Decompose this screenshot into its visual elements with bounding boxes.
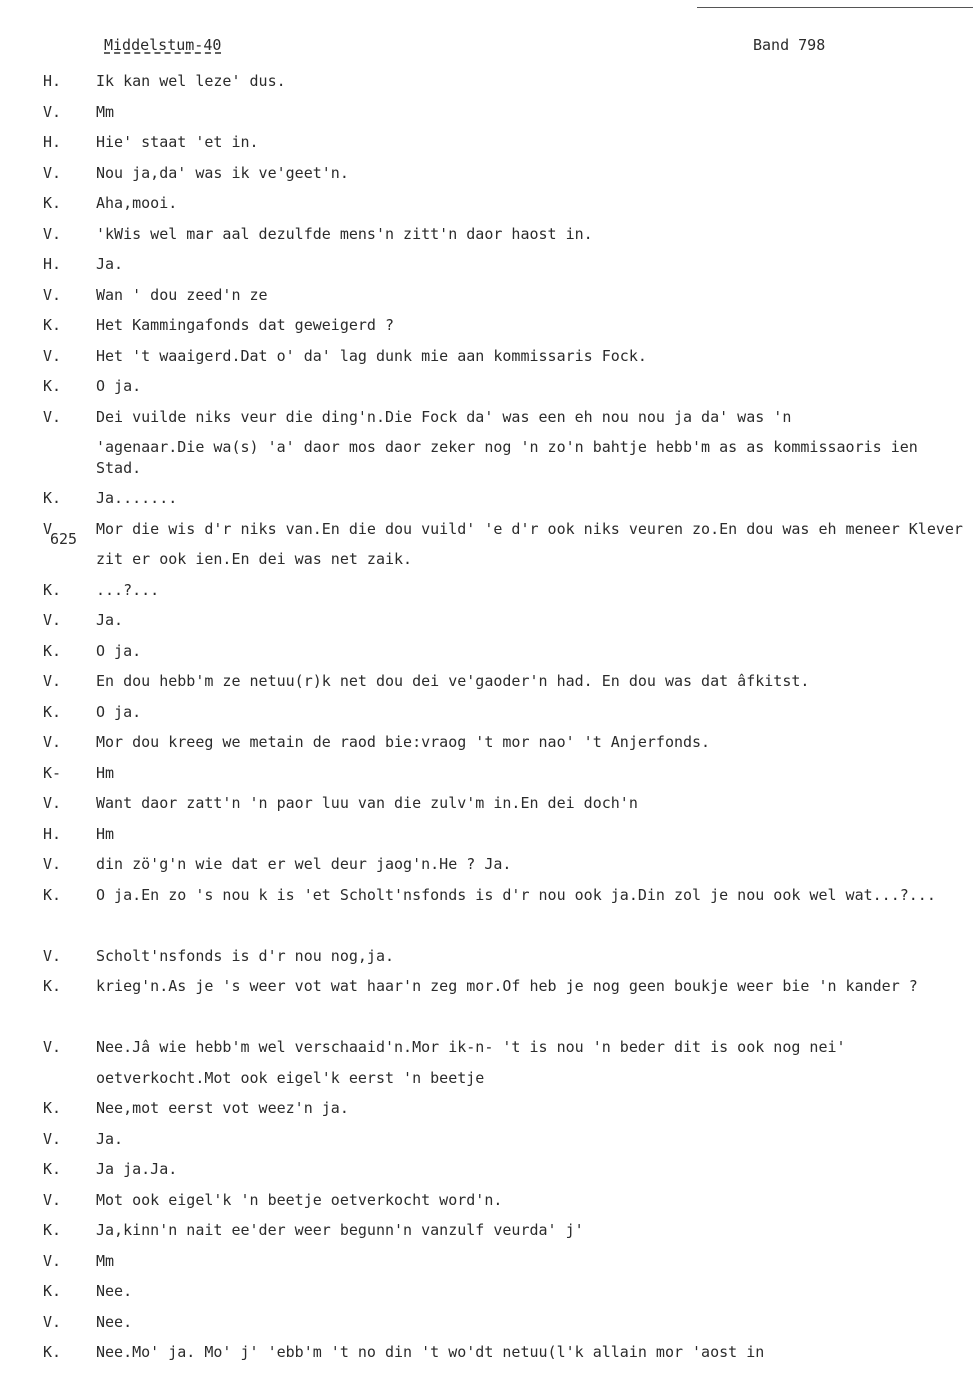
utterance-text: O ja.: [96, 702, 142, 721]
utterance-text: Mot ook eigel'k 'n beetje oetverkocht word'n.: [96, 1190, 503, 1209]
speaker-label: V.: [43, 733, 62, 751]
speaker-label: V.: [43, 611, 62, 629]
transcript-line: [0, 219, 973, 250]
speaker-label: K.: [43, 641, 62, 660]
utterance-text: ...?...: [96, 580, 160, 599]
utterance-text: Nee.: [96, 1282, 133, 1300]
utterance-text: En dou hebb'm ze netuu(r)k net dou dei ve'gaoder'n had. En dou was dat âfkitst.: [96, 672, 810, 690]
utterance-text: O ja.En zo 's nou k is 'et Scholt'nsfonds is d'r nou ook ja.Din zol je nou ook wel wat...?...: [96, 885, 936, 904]
utterance-text: Nee.Mo' ja. Mo' j' 'ebb'm 't no din 't wo'dt netuu(l'k allain mor 'aost in: [96, 1343, 765, 1361]
speaker-label: V.: [43, 794, 62, 812]
margin-counter: 625: [50, 529, 78, 548]
speaker-label: V.: [43, 102, 62, 121]
speaker-label: K.: [43, 1343, 62, 1361]
speaker-label: V.: [43, 285, 62, 304]
transcript-line: [0, 1276, 973, 1307]
transcript-line: [0, 66, 973, 97]
speaker-label: V.: [43, 1038, 62, 1056]
transcript-line: [0, 514, 973, 575]
speaker-label: H.: [43, 133, 62, 151]
utterance-text: Nou ja,da' was ik ve'geet'n.: [96, 163, 349, 182]
transcript-line: [0, 1185, 973, 1216]
top-rule: [697, 7, 973, 8]
utterance-text: Ja.: [96, 255, 124, 273]
utterance-text: 'kWis wel mar aal dezulfde mens'n zitt'n daor haost in.: [96, 224, 593, 243]
transcript-line: [0, 636, 973, 667]
transcript-line: [0, 483, 973, 514]
utterance-text: Ja.: [96, 1129, 124, 1148]
transcript-line: [0, 341, 973, 372]
transcript-line: [0, 280, 973, 311]
speaker-label: V: [43, 519, 53, 538]
transcript-line: [0, 971, 973, 1032]
transcript-line: [0, 1032, 973, 1093]
utterance-text: Wan ' dou zeed'n ze: [96, 285, 268, 304]
utterance-text: 'agenaar.Die wa(s) 'a' daor mos daor zeker nog 'n zo'n bahtje hebb'm as as kommissaoris ien Stad.: [96, 438, 927, 477]
utterance-text: Ik kan wel leze' dus.: [96, 72, 286, 90]
speaker-label: V.: [43, 1129, 62, 1148]
speaker-label: H.: [43, 72, 62, 90]
speaker-label: K.: [43, 194, 62, 212]
speaker-label: V.: [43, 946, 62, 965]
utterance-text: krieg'n.As je 's weer vot wat haar'n zeg mor.Of heb je nog geen boukje weer bie 'n kander ?: [96, 977, 918, 995]
utterance-text: O ja.: [96, 377, 142, 395]
utterance-text: Dei vuilde niks veur die ding'n.Die Fock da' was een eh nou nou ja da' was 'n: [96, 407, 792, 426]
transcript-line: [0, 310, 973, 341]
transcript-line: [0, 158, 973, 189]
speaker-label: K-: [43, 763, 62, 782]
speaker-label: V.: [43, 1251, 62, 1270]
transcript-line: [0, 941, 973, 972]
band-number: Band 798: [753, 36, 826, 54]
utterance-text: Het 't waaigerd.Dat o' da' lag dunk mie aan kommissaris Fock.: [96, 346, 647, 365]
transcript-line: [0, 402, 973, 433]
transcript-line: [0, 1215, 973, 1246]
document-title: Middelstum-40: [104, 36, 222, 54]
speaker-label: V.: [43, 1312, 62, 1331]
transcript-line: [0, 788, 973, 819]
utterance-text: Nee,mot eerst vot weez'n ja.: [96, 1099, 349, 1117]
transcript: [0, 66, 973, 1376]
speaker-label: V.: [43, 346, 62, 365]
utterance-text: Ja ja.Ja.: [96, 1160, 178, 1178]
speaker-label: K.: [43, 316, 62, 334]
speaker-label: K.: [43, 885, 62, 904]
transcript-line: [0, 97, 973, 128]
transcript-line: [0, 249, 973, 280]
speaker-label: V.: [43, 224, 62, 243]
utterance-text: Scholt'nsfonds is d'r nou nog,ja.: [96, 946, 395, 965]
speaker-label: K.: [43, 1099, 62, 1117]
speaker-label: V.: [43, 163, 62, 182]
utterance-text: Mor dou kreeg we metain de raod bie:vraog 't mor nao' 't Anjerfonds.: [96, 733, 711, 751]
utterance-text: Mm: [96, 1251, 115, 1270]
transcript-line: [0, 1093, 973, 1124]
transcript-line: [0, 849, 973, 880]
speaker-label: K.: [43, 377, 62, 395]
page-header: [0, 36, 973, 58]
utterance-text: O ja.: [96, 641, 142, 660]
transcript-line: [0, 605, 973, 636]
utterance-text: din zö'g'n wie dat er wel deur jaog'n.He ? Ja.: [96, 855, 512, 873]
utterance-text: Mm: [96, 102, 115, 121]
utterance-text: Aha,mooi.: [96, 194, 178, 212]
transcript-line: [0, 758, 973, 789]
transcript-line: [0, 819, 973, 850]
speaker-label: K.: [43, 1160, 62, 1178]
transcript-line: [0, 575, 973, 606]
transcript-line: [0, 1154, 973, 1185]
speaker-label: H.: [43, 824, 62, 843]
speaker-label: V.: [43, 672, 62, 690]
transcript-line: [0, 727, 973, 758]
utterance-text: Ja,kinn'n nait ee'der weer begunn'n vanzulf veurda' j': [96, 1221, 584, 1239]
speaker-label: K.: [43, 489, 62, 507]
speaker-label: K.: [43, 702, 62, 721]
transcript-line: [0, 666, 973, 697]
utterance-text: Want daor zatt'n 'n paor luu van die zulv'm in.En dei doch'n: [96, 794, 638, 812]
utterance-text: Hie' staat 'et in.: [96, 133, 259, 151]
speaker-label: V.: [43, 855, 62, 873]
transcript-line: [0, 1307, 973, 1338]
transcript-line: [0, 371, 973, 402]
transcript-line: [0, 188, 973, 219]
transcript-line: [0, 1246, 973, 1277]
transcript-line: [0, 697, 973, 728]
utterance-text: Nee.Jâ wie hebb'm wel verschaaid'n.Mor ik-n- 't is nou 'n beder dit is ook nog nei' oetverkocht.Mot ook eigel'k eerst 'n beetje: [96, 1038, 855, 1087]
utterance-text: Mor die wis d'r niks van.En die dou vuild' 'e d'r ook niks veuren zo.En dou was eh meneer Klever zit er ook ien.En dei was net zaik.: [96, 519, 972, 568]
utterance-text: Nee.: [96, 1312, 133, 1331]
speaker-label: K.: [43, 1221, 62, 1239]
utterance-text: Het Kammingafonds dat geweigerd ?: [96, 316, 395, 334]
speaker-label: V.: [43, 407, 62, 426]
transcript-line: [0, 432, 973, 483]
utterance-text: Ja.: [96, 611, 124, 629]
transcript-line: [0, 1124, 973, 1155]
speaker-label: K.: [43, 1282, 62, 1300]
transcript-line: [0, 127, 973, 158]
utterance-text: Hm: [96, 763, 115, 782]
speaker-label: H.: [43, 255, 62, 273]
speaker-label: V.: [43, 1190, 62, 1209]
speaker-label: K.: [43, 580, 62, 599]
utterance-text: Hm: [96, 824, 115, 843]
transcript-line: [0, 1337, 973, 1368]
utterance-text: Ja.......: [96, 489, 178, 507]
transcript-line: [0, 880, 973, 941]
speaker-label: K.: [43, 977, 62, 995]
